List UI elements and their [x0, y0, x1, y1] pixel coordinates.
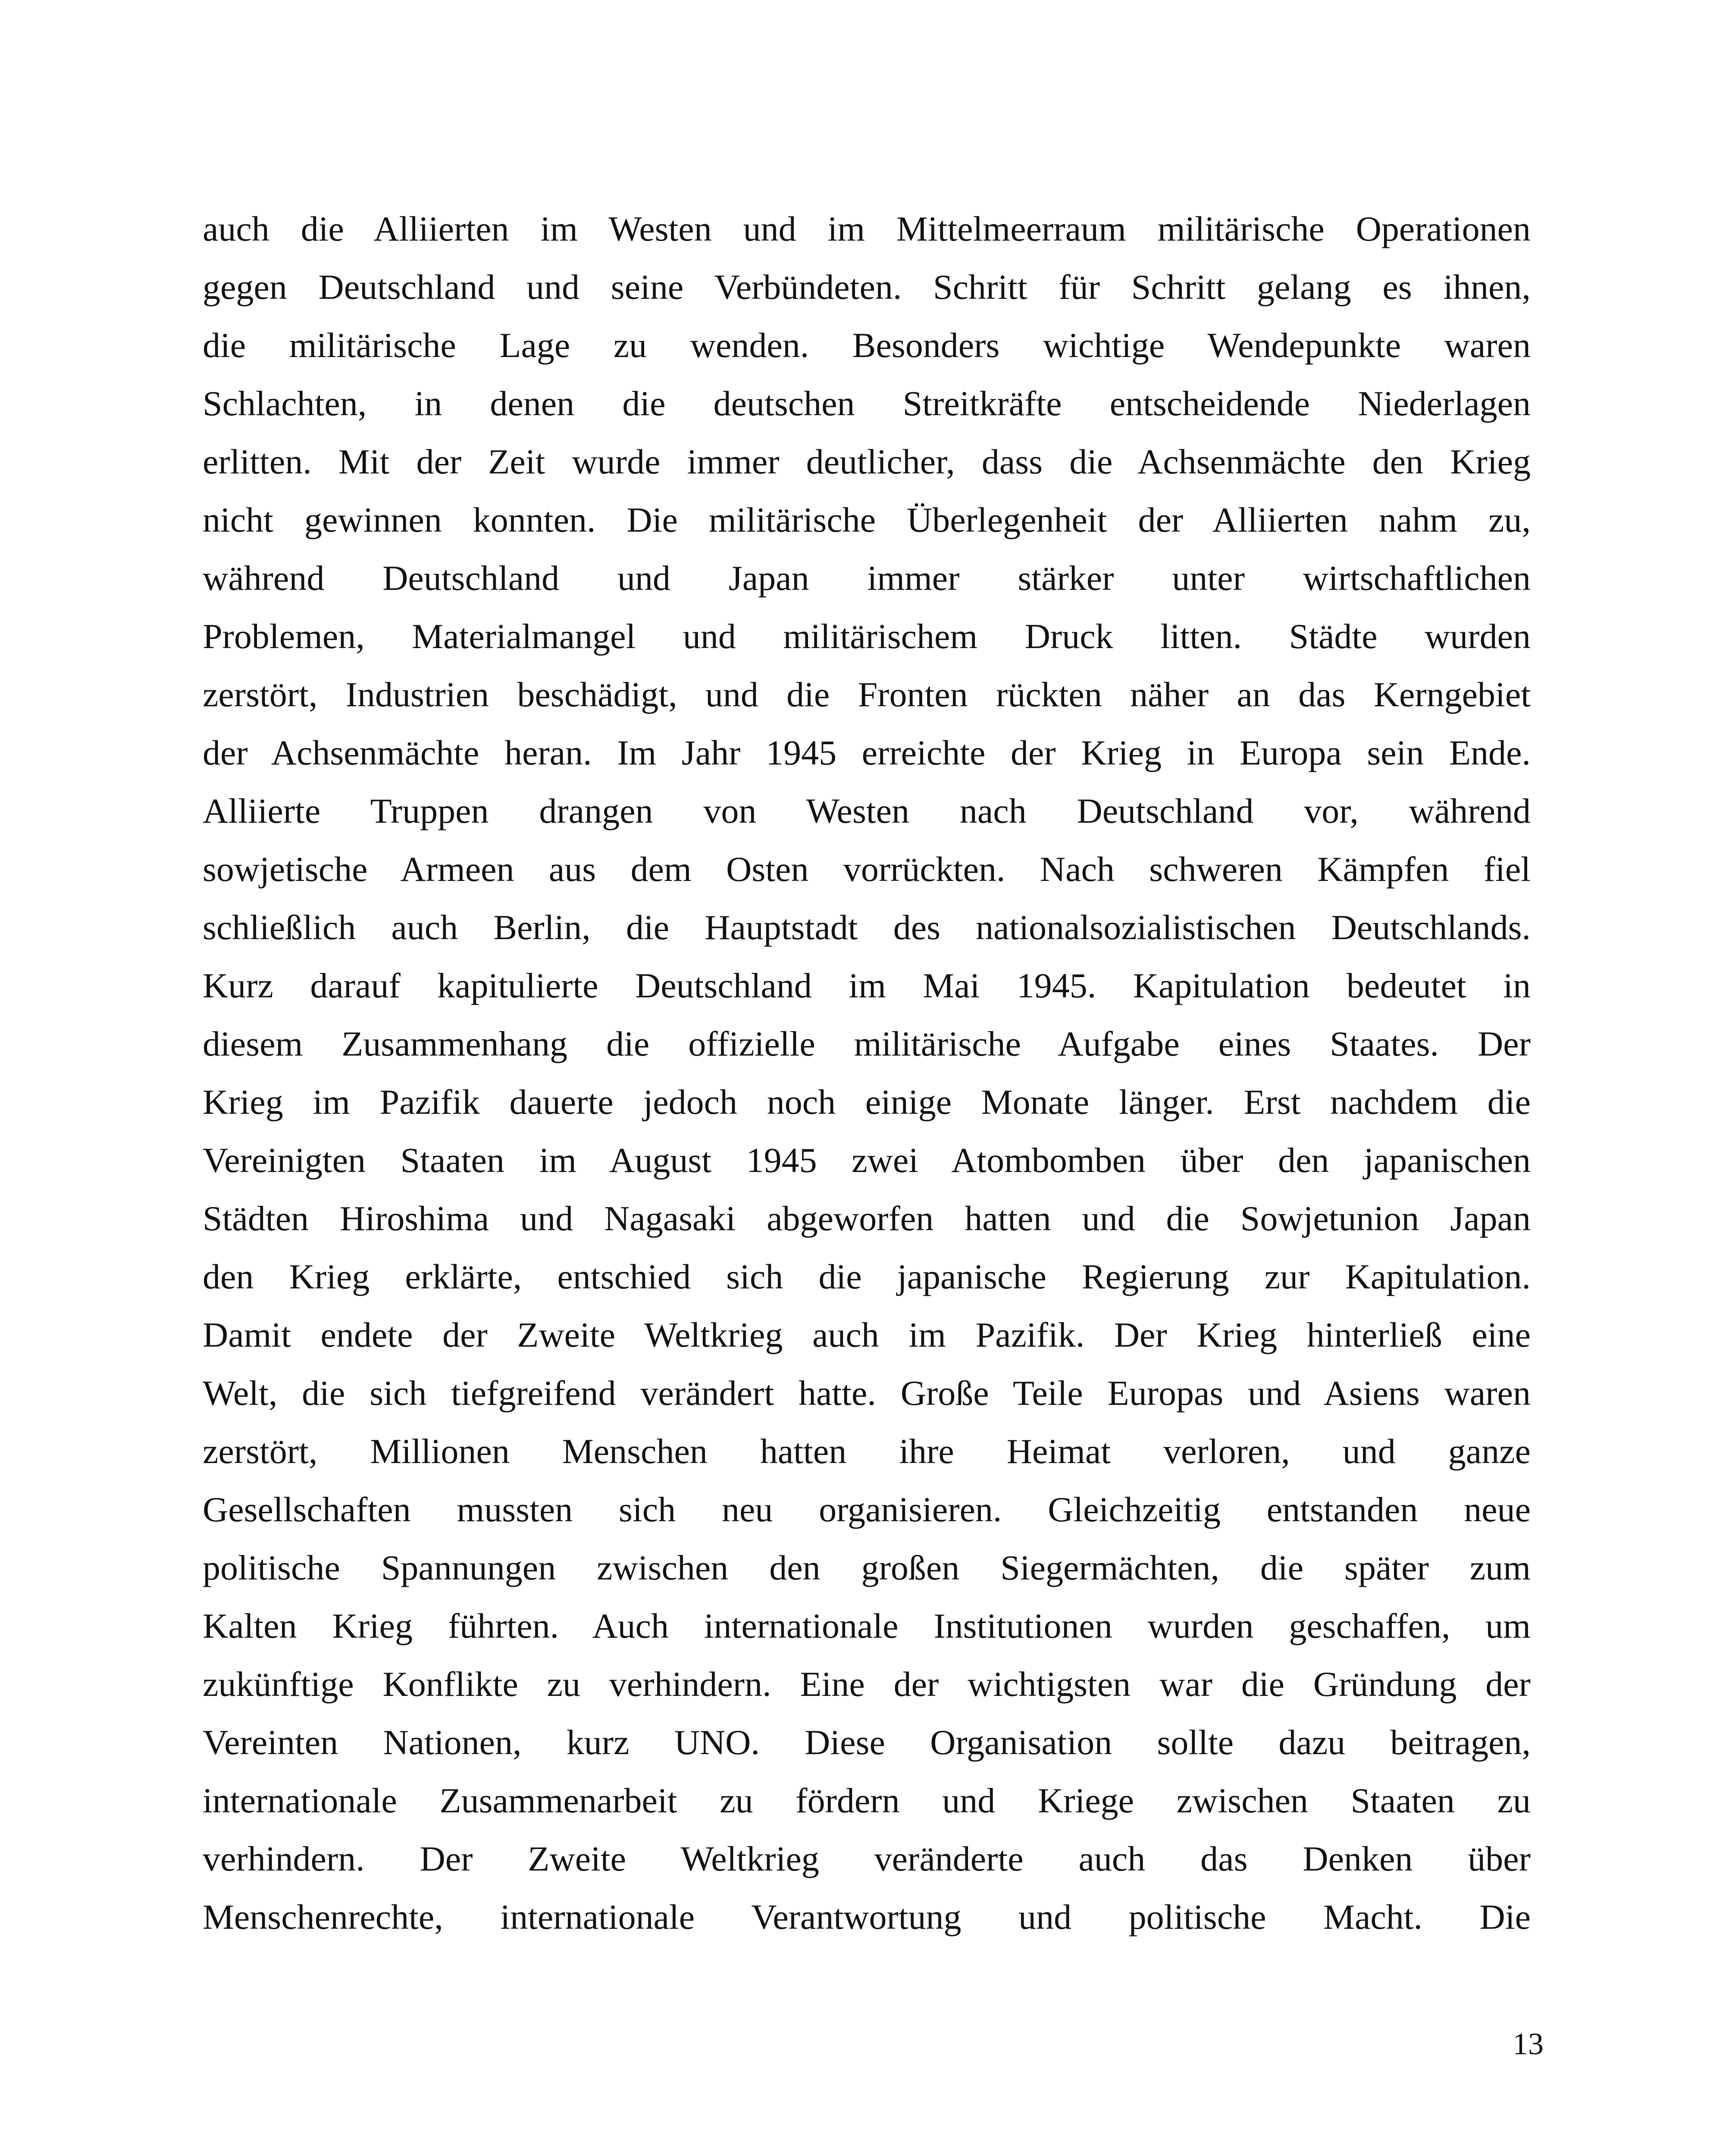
- text-line: Kurz darauf kapitulierte Deutschland im Mai 1945. Kapitulation bedeutet in: [203, 966, 1531, 1005]
- text-line: politische Spannungen zwischen den großen Siegermächten, die später zum: [203, 1548, 1531, 1587]
- text-line: Welt, die sich tiefgreifend verändert hatte. Große Teile Europas und Asiens waren: [203, 1373, 1531, 1413]
- body-paragraph: [203, 200, 1531, 1946]
- text-line: auch die Alliierten im Westen und im Mittelmeerraum militärische Operationen: [203, 209, 1531, 248]
- text-line: gegen Deutschland und seine Verbündeten. Schritt für Schritt gelang es ihnen,: [203, 267, 1531, 307]
- text-line: der Achsenmächte heran. Im Jahr 1945 erreichte der Krieg in Europa sein Ende.: [203, 733, 1531, 772]
- text-line: Städten Hiroshima und Nagasaki abgeworfen hatten und die Sowjetunion Japan: [203, 1199, 1531, 1238]
- text-line: Vereinten Nationen, kurz UNO. Diese Organisation sollte dazu beitragen,: [203, 1723, 1531, 1762]
- text-line: zerstört, Millionen Menschen hatten ihre Heimat verloren, und ganze: [203, 1432, 1531, 1471]
- text-line: Alliierte Truppen drangen von Westen nach Deutschland vor, während: [203, 791, 1531, 830]
- text-line: schließlich auch Berlin, die Hauptstadt des nationalsozialistischen Deutschlands.: [203, 908, 1531, 947]
- text-line: erlitten. Mit der Zeit wurde immer deutlicher, dass die Achsenmächte den Krieg: [203, 442, 1531, 481]
- text-line: internationale Zusammenarbeit zu fördern und Kriege zwischen Staaten zu: [203, 1781, 1531, 1820]
- text-line: Vereinigten Staaten im August 1945 zwei Atombomben über den japanischen: [203, 1141, 1531, 1180]
- text-line: verhindern. Der Zweite Weltkrieg veränderte auch das Denken über: [203, 1839, 1531, 1878]
- text-line: Gesellschaften mussten sich neu organisieren. Gleichzeitig entstanden neue: [203, 1490, 1531, 1529]
- text-line: Schlachten, in denen die deutschen Streitkräfte entscheidende Niederlagen: [203, 384, 1531, 423]
- text-line: die militärische Lage zu wenden. Besonders wichtige Wendepunkte waren: [203, 326, 1531, 365]
- text-line: diesem Zusammenhang die offizielle militärische Aufgabe eines Staates. Der: [203, 1024, 1531, 1063]
- text-line: nicht gewinnen konnten. Die militärische Überlegenheit der Alliierten nahm zu,: [203, 500, 1531, 539]
- text-line: Damit endete der Zweite Weltkrieg auch im Pazifik. Der Krieg hinterließ eine: [203, 1315, 1531, 1354]
- text-line: zukünftige Konflikte zu verhindern. Eine der wichtigsten war die Gründung der: [203, 1664, 1531, 1704]
- text-line: sowjetische Armeen aus dem Osten vorrückten. Nach schweren Kämpfen fiel: [203, 849, 1531, 889]
- page-number: 13: [1513, 2027, 1544, 2061]
- text-line: Krieg im Pazifik dauerte jedoch noch einige Monate länger. Erst nachdem die: [203, 1082, 1531, 1122]
- text-line: während Deutschland und Japan immer stärker unter wirtschaftlichen: [203, 558, 1531, 598]
- text-line: den Krieg erklärte, entschied sich die japanische Regierung zur Kapitulation.: [203, 1257, 1531, 1296]
- text-line: Menschenrechte, internationale Verantwortung und politische Macht. Die: [203, 1897, 1531, 1937]
- text-line: zerstört, Industrien beschädigt, und die Fronten rückten näher an das Kerngebiet: [203, 675, 1531, 714]
- text-line: Kalten Krieg führten. Auch internationale Institutionen wurden geschaffen, um: [203, 1606, 1531, 1645]
- text-line: Problemen, Materialmangel und militärischem Druck litten. Städte wurden: [203, 617, 1531, 656]
